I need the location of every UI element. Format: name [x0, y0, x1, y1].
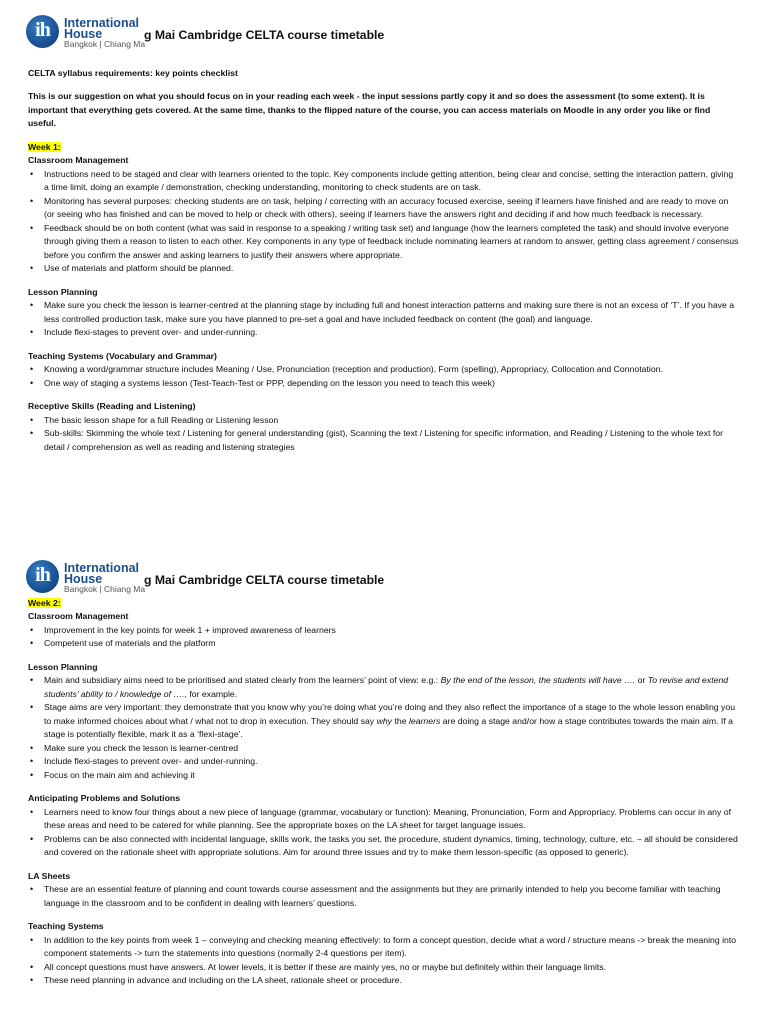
w1-receptive-list — [28, 414, 740, 454]
list-item: • Feedback should be on both content (what was said in response to a speaking / writing task set) and language (how the learners completed the task) and should involve everyone through giving them a reason to listen to each other. Key components in any type of feedback include nominating learners at random to answer, getting class agreement / consensus before you confirm the answer and asking learners to justify their answers where appropriate. — [28, 222, 740, 262]
list-item: • Make sure you check the lesson is learner-centred at the planning stage by including full and honest interaction patterns and making sure there is not an excess of ‘T’. If you have a less controlled production task, make sure you have planned to pre-set a goal and have included feedback on content (the goal) and language. — [28, 299, 740, 326]
list-item: • The basic lesson shape for a full Reading or Listening lesson — [28, 414, 740, 427]
w2-classroom-heading: Classroom Management — [28, 611, 129, 622]
list-item: • These need planning in advance and including on the LA sheet, rationale sheet or procedure. — [28, 974, 740, 987]
w2-systems-list — [28, 934, 740, 988]
list-item: • Instructions need to be staged and clear with learners oriented to the topic. Key components include getting attention, being clear and concise, setting the interaction pattern, giving a time limit, doing an example / demonstration, checking understanding, monitoring to check students are on task. — [28, 168, 740, 195]
list-item: • Include flexi-stages to prevent over- and under-running. — [28, 326, 740, 339]
list-item: • Make sure you check the lesson is learner-centred — [28, 742, 740, 755]
w1-classroom-list — [28, 168, 740, 276]
list-item: • All concept questions must have answers. At lower levels, it is better if these are mainly yes, no or maybe but definitely within their language limits. — [28, 961, 740, 974]
list-item: • Monitoring has several purposes: checking students are on task, helping / correcting with an accuracy focused exercise, seeing if learners have finished and are ready to move on (or seeing who has finished and can be moved to help or check with others), seeing if learners have the answers right and deciding if and how much feedback is necessary. — [28, 195, 740, 222]
logo-city: Bangkok | Chiang Ma — [64, 584, 146, 594]
list-item: • Competent use of materials and the platform — [28, 637, 740, 650]
w2-lesson-list — [28, 674, 740, 782]
logo-city: Bangkok | Chiang Ma — [64, 39, 146, 49]
w1-lesson-heading: Lesson Planning — [28, 286, 98, 297]
w2-problems-heading: Anticipating Problems and Solutions — [28, 793, 181, 804]
ih-logo-icon: ih — [26, 560, 59, 593]
list-item: • Improvement in the key points for week 1 + improved awareness of learners — [28, 624, 740, 637]
week1-section — [28, 67, 740, 454]
logo-name-line2: House — [64, 572, 103, 586]
ih-logo — [26, 559, 156, 595]
logo-name-line1: International — [64, 16, 140, 30]
document-title: g Mai Cambridge CELTA course timetable — [144, 28, 385, 42]
w2-la-list — [28, 883, 740, 910]
list-item: • In addition to the key points from week 1 – conveying and checking meaning effectively: to form a concept question, decide what a word / structure means -> break the meaning into component statements -> turn the statements into questions (normally 2-4 questions per item). — [28, 934, 740, 961]
intro-paragraph: This is our suggestion on what you should focus on in your reading each week - the input sessions partly copy it and so does the assessment (to some extent). It is important that everything gets covered. At the same time, thanks to the flipped nature of the course, you can access materials on Moodle in any order you like or find useful. — [28, 91, 711, 129]
w2-la-heading: LA Sheets — [28, 870, 71, 881]
list-item: • One way of staging a systems lesson (Test-Teach-Test or PPP, depending on the lesson you need to teach this week) — [28, 377, 740, 390]
week2-section — [28, 597, 740, 988]
w2-classroom-list — [28, 624, 740, 651]
week1-label: Week 1: — [28, 141, 61, 152]
logo-name-line1: International — [64, 561, 140, 575]
list-item: • Stage aims are very important: they demonstrate that you know why you’re doing what you’re doing and they also reflect the importance of a stage to the whole lesson enabling you to make informed choices about what / what not to drop in execution. They should say why the learners are doing a stage and/or how a stage contributes towards the main aim. If a stage is potentially flexible, mark it as a ‘flexi-stage’. — [28, 701, 740, 741]
w1-systems-heading: Teaching Systems (Vocabulary and Grammar) — [28, 350, 217, 361]
w1-receptive-heading: Receptive Skills (Reading and Listening) — [28, 401, 196, 412]
page-header-2 — [26, 559, 746, 599]
list-item: • Main and subsidiary aims need to be prioritised and stated clearly from the learners’ point of view: e.g.: By the end of the lesson, the students will have …. or To revise and extend students’ ability to / knowledge of …., for example. — [28, 674, 740, 701]
w2-problems-list — [28, 806, 740, 860]
list-item: • Sub-skills: Skimming the whole text / Listening for general understanding (gist), Scanning the text / Listening for specific information, and Reading / Listening to the whole text for detail / comprehension as well as reading and listening strategies — [28, 427, 740, 454]
list-item: • Use of materials and platform should be planned. — [28, 262, 740, 275]
list-item: • Focus on the main aim and achieving it — [28, 769, 740, 782]
page-header-1 — [26, 14, 746, 54]
list-item: • Include flexi-stages to prevent over- and under-running. — [28, 755, 740, 768]
w2-systems-heading: Teaching Systems — [28, 921, 104, 932]
w1-classroom-heading: Classroom Management — [28, 155, 129, 166]
ih-logo — [26, 14, 156, 50]
ih-logo-icon: ih — [26, 15, 59, 48]
document-title: g Mai Cambridge CELTA course timetable — [144, 573, 385, 587]
week2-label: Week 2: — [28, 598, 61, 608]
list-item: • These are an essential feature of planning and count towards course assessment and the assignments but they are primarily intended to help you become familiar with teaching language in the classroom and to be confident in dealing with learners’ questions. — [28, 883, 740, 910]
list-item: • Learners need to know four things about a new piece of language (grammar, vocabulary or function): Meaning, Pronunciation, Form and Appropriacy. Problems can occur in any of these areas and need to be catered for while planning. See the appropriate boxes on the LA sheet for target language issues. — [28, 806, 740, 833]
w1-lesson-list — [28, 299, 740, 339]
logo-name-line2: House — [64, 27, 103, 41]
list-item: • Knowing a word/grammar structure includes Meaning / Use, Pronunciation (reception and production), Form (spelling), Appropriacy, Collocation and Connotation. — [28, 363, 740, 376]
checklist-heading: CELTA syllabus requirements: key points checklist — [28, 68, 238, 78]
list-item: • Problems can be also connected with incidental language, skills work, the tasks you set, the procedure, student dynamics, timing, technology, culture, etc. – all should be considered and covered on the rationale sheet with appropriate solutions. Aim for around three issues and try to make them lesson-specific (as opposed to generic). — [28, 833, 740, 860]
w2-lesson-heading: Lesson Planning — [28, 661, 98, 672]
w1-systems-list — [28, 363, 740, 390]
